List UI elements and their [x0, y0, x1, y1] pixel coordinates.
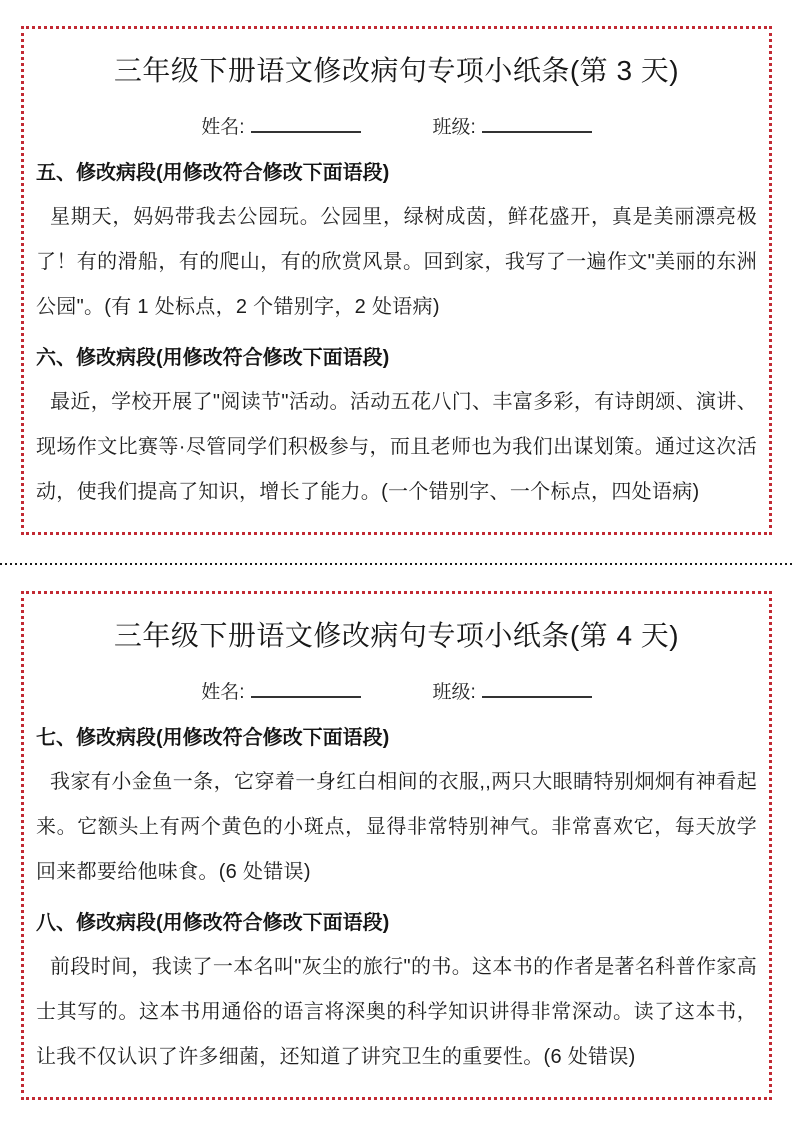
class-field — [433, 678, 592, 706]
section-heading-7: 七、修改病段(用修改符合修改下面语段) — [36, 727, 390, 749]
name-blank-line — [251, 113, 361, 133]
name-class-row — [36, 113, 757, 141]
class-blank-line — [482, 113, 592, 133]
name-label: 姓名: — [201, 117, 245, 138]
class-blank-line — [482, 678, 592, 698]
class-label: 班级: — [432, 682, 476, 703]
name-field — [201, 678, 360, 706]
name-class-row — [36, 678, 757, 706]
worksheet-day4 — [21, 591, 772, 1100]
section-body-7: 我家有小金鱼一条，它穿着一身红白相间的衣服,,两只大眼睛特别炯炯有神看起来。它额头上有两个黄色的小斑点，显得非常特别神气。非常喜欢它，每天放学回来都要给他味食。(6 处错误) — [36, 771, 757, 883]
class-field — [433, 113, 592, 141]
section-body-5: 星期天，妈妈带我去公园玩。公园里，绿树成茵，鲜花盛开，真是美丽漂亮极了！有的滑船，有的爬山，有的欣赏风景。回到家，我写了一遍作文"美丽的东洲公园"。(有 1 处标点，2 个错别字，2 处语病) — [36, 206, 757, 318]
section-body-6: 最近，学校开展了"阅读节"活动。活动五花八门、丰富多彩，有诗朗颂、演讲、现场作文比赛等·尽管同学们积极参与，而且老师也为我们出谋划策。通过这次活动，使我们提高了知识，增长了能力。(一个错别字、一个标点，四处语病) — [36, 391, 757, 503]
section-heading-8: 八、修改病段(用修改符合修改下面语段) — [36, 912, 390, 934]
section-heading-6: 六、修改病段(用修改符合修改下面语段) — [36, 347, 390, 369]
name-blank-line — [251, 678, 361, 698]
section-body-8: 前段时间，我读了一本名叫"灰尘的旅行"的书。这本书的作者是著名科普作家高士其写的。这本书用通俗的语言将深奥的科学知识讲得非常深动。读了这本书，让我不仅认识了许多细菌，还知道了讲究卫生的重要性。(6 处错误) — [36, 956, 757, 1068]
class-label: 班级: — [432, 117, 476, 138]
section-heading-5: 五、修改病段(用修改符合修改下面语段) — [36, 162, 390, 184]
worksheet-day3 — [21, 26, 772, 535]
name-field — [201, 113, 360, 141]
sheet-title: 三年级下册语文修改病句专项小纸条(第 4 天) — [113, 620, 680, 651]
sheet-title: 三年级下册语文修改病句专项小纸条(第 3 天) — [113, 55, 680, 86]
name-label: 姓名: — [201, 682, 245, 703]
cut-line-divider — [0, 563, 793, 565]
